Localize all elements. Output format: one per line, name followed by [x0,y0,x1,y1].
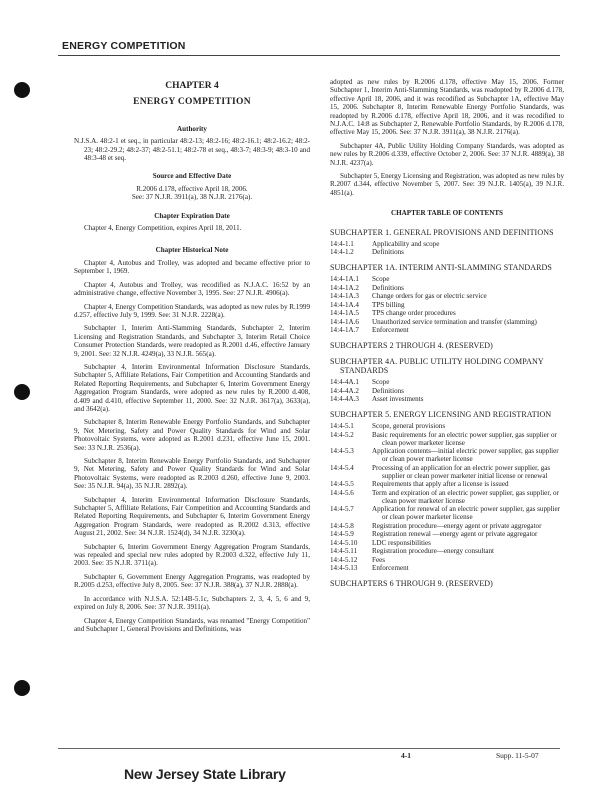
toc-entry [330,248,564,256]
toc-entry-title: Requirements that apply after a license is issued [372,480,509,489]
toc-subchapter-heading: SUBCHAPTER 1. GENERAL PROVISIONS AND DEFINITIONS [330,227,554,237]
toc-entry [330,480,564,488]
history-paragraph: Subchapter 4, Interim Environmental Information Disclosure Standards, Subchapter 5, Affiliate Relations, Fair Competition and Accounting Standards and Related Reporting Requirements, and Subchapter 6, Interim Government Energy Aggregation Program Standards, were readopted as R.2002 d.313, effective August 21, 2002. See: 34 N.J.R. 1524(d), 34 N.J.R. 3230(a). [74,495,310,538]
toc-entry-title: Application for renewal of an electric power supplier, gas supplier or clean power marketer license [372,505,561,522]
history-paragraph: Chapter 4, Energy Competition Standards, was renamed "Energy Competition" and Subchapter 1, General Provisions and Definitions, was [74,616,310,633]
toc-subchapter-heading: SUBCHAPTER 1A. INTERIM ANTI-SLAMMING STANDARDS [330,263,552,273]
history-paragraph: Chapter 4, Autobus and Trolley, was adopted and became effective prior to September 1, 1969. [74,258,310,276]
history-heading: Chapter Historical Note [155,246,229,255]
toc-entry-title: Definitions [372,283,404,292]
toc-entry [330,564,564,572]
toc-entry [330,395,564,403]
toc-entry [330,447,564,463]
history-paragraph: Subchapter 4, Interim Environmental Information Disclosure Standards, Subchapter 5, Affiliate Relations, Fair Competition and Accounting Standards and Related Reporting Requirements, and Subchapter 6, Interim Government Energy Aggregation Program Standards, were adopted as new rules by R.2000 d.408, d.409 and d.410, effective September 11, 2000. See: 32 N.J.R. 3617(a), 3633(a), and 3642(a). [74,362,310,413]
toc-entry-number: 14:4-5.6 [330,488,354,497]
expiration-heading: Chapter Expiration Date [154,211,230,220]
toc-entry [330,422,564,430]
history-paragraph: Subchapter 6, Interim Government Energy Aggregation Program Standards, was repealed and special new rules adopted by R.2003 d.322, effective July 11, 2003. See: 35 N.J.R. 3711(a). [74,542,310,568]
toc-entry [330,301,564,309]
supplement-date: Supp. 11-5-07 [496,751,539,760]
toc-entry-number: 14:4-5.2 [330,430,354,439]
toc-entry [330,378,564,386]
toc-entry [330,318,564,326]
toc-entry [330,489,564,505]
toc-entry-number: 14:4-1A.4 [330,300,359,309]
toc-subchapter-heading: SUBCHAPTER 5. ENERGY LICENSING AND REGISTRATION [330,410,552,420]
toc-entry-title: TPS billing [372,300,405,309]
source-heading: Source and Effective Date [152,172,232,181]
history-continued-paragraph: Subchapter 4A, Public Utility Holding Company Standards, was adopted as new rules by R.2006 d.339, effective October 2, 2006. See: 37 N.J.R. 4889(a), 38 N.J.R. 4237(a). [330,141,564,167]
toc-entry-title: Applicability and scope [372,239,440,248]
toc-entry-number: 14:4-1A.7 [330,326,359,335]
toc-heading: CHAPTER TABLE OF CONTENTS [390,209,503,218]
toc-entry-title: LDC responsibilities [372,538,431,547]
page-number: 4-1 [401,751,411,760]
toc-entry [330,547,564,555]
library-stamp: New Jersey State Library [124,766,286,782]
toc-entry-number: 14:4-5.13 [330,564,358,573]
toc-entry-title: Unauthorized service termination and transfer (slamming) [372,317,537,326]
toc-entry-number: 14:4-1A.5 [330,309,359,318]
toc-entry-title: Registration renewal —energy agent or private aggregator [372,530,538,539]
toc-entry-title: Term and expiration of an electric power supplier, gas supplier, or clean power marketer license [372,488,559,505]
toc-entry-number: 14:4-5.8 [330,521,354,530]
toc-entry-number: 14:4-1.1 [330,239,354,248]
toc-entry-number: 14:4-5.5 [330,480,354,489]
source-text-1: R.2006 d.178, effective April 18, 2006. [136,184,248,193]
toc-entry-title: Enforcement [372,564,409,573]
binder-hole-top [14,82,30,98]
toc-entry [330,556,564,564]
left-column [74,78,310,638]
history-paragraph: In accordance with N.J.S.A. 52:14B-5.1c, Subchapters 2, 3, 4, 5, 6 and 9, expired on July 8, 2006. See: 37 N.J.R. 3911(a). [74,594,310,612]
toc-entry-number: 14:4-5.9 [330,530,354,539]
toc-entry-number: 14:4-5.3 [330,447,354,456]
toc-entry-title: Registration procedure—energy agent or private aggregator [372,521,542,530]
toc-entry [330,309,564,317]
toc-entry-title: Definitions [372,248,404,257]
toc-entry [330,530,564,538]
expiration-text: Chapter 4, Energy Competition, expires April 18, 2011. [84,224,242,233]
chapter-number: CHAPTER 4 [165,81,219,91]
table-of-contents [330,228,564,589]
binder-hole-bottom [14,680,30,696]
toc-entry-number: 14:4-5.1 [330,422,354,431]
history-continued-paragraph: adopted as new rules by R.2006 d.178, effective May 15, 2006. Former Subchapter 1, Interim Anti-Slamming Standards, was readopted by R.2006 d.178, effective April 18, 2006, and it was recodified as Subchapter 1A, effective May 15, 2006. Subchapter 8, Interim Renewable Energy Portfolio Standards, was readopted by R.2006 d.178, effective April 18, 2006, and it was recodified to N.J.A.C. 14:8 as Subchapter 2, Renewable Portfolio Standards, by R.2006 d.178, effective May 15, 2006. See: 37 N.J.R. 3911(a), 38 N.J.R. 2176(a). [330,78,564,137]
toc-entry-number: 14:4-4A.3 [330,395,359,404]
history-paragraph: Subchapter 8, Interim Renewable Energy Portfolio Standards, and Subchapter 9, Net Metering, Safety and Power Quality Standards for Wind and Solar Photovoltaic Systems, were readopted as R.2003 d.260, effective June 9, 2003. See: 35 N.J.R. 94(a), 35 N.J.R. 2892(a). [74,457,310,491]
toc-entry-number: 14:4-1.2 [330,248,354,257]
toc-entry-title: Scope [372,378,390,387]
toc-entry [330,539,564,547]
toc-entry [330,505,564,521]
authority-heading: Authority [177,124,207,133]
toc-entry-number: 14:4-5.11 [330,547,358,556]
authority-text: N.J.S.A. 48:2-1 et seq., in particular 48:2-13; 48:2-16; 48:2-16.1; 48:2-16.2; 48:2-23; 48:2-29.2; 48:2-37; 48:2-51.1; 48:2-78 et seq., 48:3-7; 48:3-9; 48:3-10 and 48:3-48 et seq. [74,137,310,163]
toc-subchapter-heading: SUBCHAPTERS 2 THROUGH 4. (RESERVED) [330,341,493,351]
toc-entry-title: Change orders for gas or electric service [372,292,487,301]
toc-entry [330,284,564,292]
history-paragraph: Subchapter 1, Interim Anti-Slamming Standards, Subchapter 2, Interim Licensing and Registration Standards, and Subchapter 3, Interim Retail Choice Consumer Protection Standards, were readopted as R.2001 d.46, effective January 9, 2001. See: 32 N.J.R. 4249(a), 33 N.J.R. 565(a). [74,324,310,358]
footer-rule [58,748,560,749]
source-text-2: See: 37 N.J.R. 3911(a), 38 N.J.R. 2176(a). [131,193,253,202]
toc-entry-number: 14:4-5.4 [330,463,354,472]
toc-entry-title: Scope, general provisions [372,422,446,431]
running-head: ENERGY COMPETITION [62,40,186,52]
toc-entry-title: Basic requirements for an electric power supplier, gas supplier or clean power marketer license [372,430,557,447]
toc-entry [330,326,564,334]
toc-entry [330,387,564,395]
history-paragraph: Chapter 4, Autobus and Trolley, was recodified as N.J.A.C. 16:52 by an administrative change, effective November 3, 1995. See: 27 N.J.R. 4906(a). [74,280,310,298]
toc-entry-number: 14:4-4A.1 [330,378,359,387]
history-paragraph: Chapter 4, Energy Competition Standards, was adopted as new rules by R.1999 d.257, effective July 9, 1999. See: 31 N.J.R. 2228(a). [74,302,310,319]
binder-hole-middle [14,384,30,400]
toc-entry-title: Definitions [372,386,404,395]
toc-entry-number: 14:4-5.10 [330,538,358,547]
toc-subchapter-heading: SUBCHAPTER 4A. PUBLIC UTILITY HOLDING COMPANY STANDARDS [330,357,544,376]
toc-entry [330,431,564,447]
history-paragraph: Subchapter 6, Government Energy Aggregation Programs, was readopted by R.2005 d.253, effective July 8, 2005. See: 37 N.J.R. 388(a), 37 N.J.R. 2888(a). [74,572,310,590]
toc-entry-title: Scope [372,275,390,284]
toc-entry-number: 14:4-1A.2 [330,283,359,292]
toc-entry-title: Processing of an application for an electric power supplier, gas supplier or clean power marketer initial license or renewal [372,463,551,480]
history-continued-paragraph: Subchapter 5, Energy Licensing and Registration, was adopted as new rules by R.2007 d.344, effective November 5, 2007. See: 39 N.J.R. 1405(a), 39 N.J.R. 4851(a). [330,172,564,197]
toc-entry [330,292,564,300]
chapter-title: ENERGY COMPETITION [133,97,251,108]
toc-subchapter-heading: SUBCHAPTERS 6 THROUGH 9. (RESERVED) [330,579,493,589]
toc-entry-number: 14:4-5.7 [330,505,354,514]
toc-entry-title: Asset investments [372,395,424,404]
history-paragraph: Subchapter 8, Interim Renewable Energy Portfolio Standards, and Subchapter 9, Net Metering, Safety and Power Quality Standards for Wind and Solar Photovoltaic Systems, were adopted as R.2001 d.231, effective June 15, 2001. See: 33 N.J.R. 2536(a). [74,418,310,452]
toc-entry-number: 14:4-4A.2 [330,386,359,395]
toc-entry-title: Enforcement [372,326,409,335]
header-rule [58,55,560,56]
toc-entry-title: Registration procedure—energy consultant [372,547,495,556]
toc-entry-number: 14:4-1A.1 [330,275,359,284]
toc-entry [330,275,564,283]
toc-entry-number: 14:4-5.12 [330,555,358,564]
toc-entry [330,522,564,530]
toc-entry-number: 14:4-1A.6 [330,317,359,326]
toc-entry-title: Application contents—initial electric power supplier, gas supplier or clean power marketer license [372,447,559,464]
toc-entry [330,240,564,248]
toc-entry-number: 14:4-1A.3 [330,292,359,301]
toc-entry-title: Fees [372,555,386,564]
right-column [330,78,564,591]
toc-entry-title: TPS change order procedures [372,309,456,318]
toc-entry [330,464,564,480]
